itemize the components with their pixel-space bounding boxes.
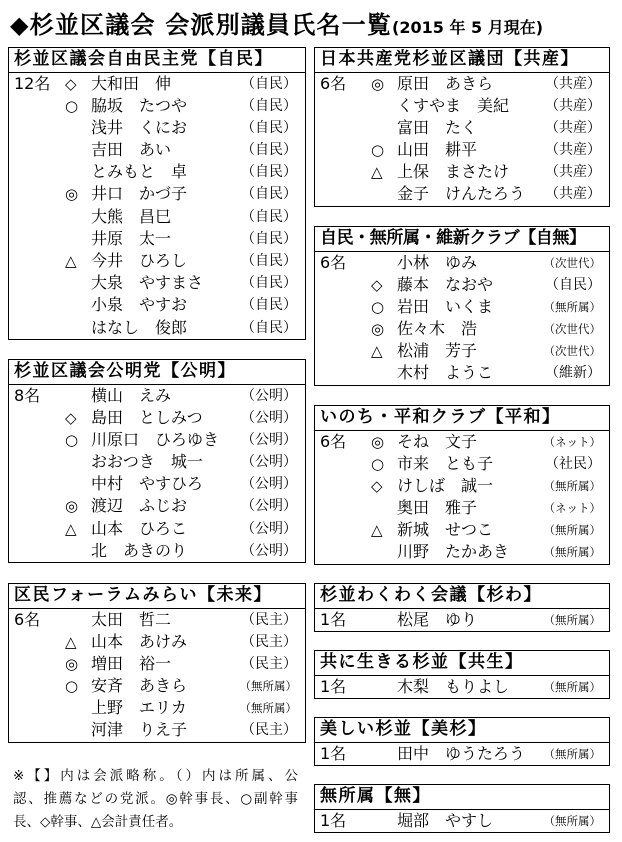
- member-party: （共産）: [545, 75, 601, 92]
- member-row: [9, 609, 305, 631]
- member-name: 小林 ゆみ: [397, 252, 478, 272]
- faction-header: 杉並区議会自由民主党【自民】: [9, 48, 305, 73]
- member-name: 上保 まさたけ: [397, 162, 510, 182]
- member-party: （次世代）: [543, 255, 601, 270]
- member-name: 中村 やすひろ: [91, 474, 204, 494]
- member-name: 山本 ひろこ: [91, 518, 188, 538]
- as-of-date: (2015 年 5 月現在): [392, 18, 544, 37]
- member-count: 6名: [320, 252, 347, 272]
- member-name: 金子 けんたろう: [397, 184, 526, 204]
- role-mark: △: [65, 519, 77, 538]
- member-name: 新城 せつこ: [397, 520, 494, 540]
- member-party: （共産）: [545, 142, 601, 159]
- member-name: 川野 たかあき: [397, 542, 510, 562]
- member-party: （無所属）: [543, 478, 601, 493]
- role-mark: ◇: [65, 74, 77, 93]
- role-mark: ◎: [371, 74, 385, 93]
- member-party: （公明）: [241, 431, 297, 448]
- faction-box: [314, 583, 610, 632]
- role-mark: △: [65, 252, 77, 270]
- member-party: （自民）: [545, 276, 601, 293]
- role-mark: ◎: [65, 185, 79, 204]
- faction-box: [8, 359, 306, 563]
- member-name: 横山 えみ: [91, 385, 172, 405]
- member-party: （自民）: [241, 253, 297, 269]
- member-name: 今井 ひろし: [91, 251, 188, 270]
- member-row: [315, 609, 609, 631]
- member-party: （共産）: [545, 164, 601, 181]
- member-party: （ネット）: [543, 501, 601, 516]
- member-name: くすやま 美紀: [397, 95, 510, 115]
- faction-box: [314, 650, 610, 699]
- member-count: 6名: [14, 609, 41, 629]
- role-mark: △: [371, 163, 383, 182]
- member-party: （自民）: [241, 142, 297, 159]
- footnote-line: 認、推薦などの党派。◎幹事長、○副幹事: [13, 791, 298, 807]
- role-mark: ◎: [65, 654, 79, 673]
- member-name: 増田 裕一: [91, 653, 172, 673]
- member-party: （自民）: [241, 119, 297, 136]
- member-party: （自民）: [241, 164, 297, 181]
- member-row: [315, 252, 609, 274]
- member-party: （無所属）: [239, 701, 297, 716]
- member-row: [9, 719, 305, 741]
- member-party: （公明）: [241, 454, 297, 471]
- member-name: 佐々木 浩: [397, 319, 478, 339]
- member-count: 12名: [14, 73, 51, 93]
- member-row: [9, 407, 305, 429]
- member-party: （民主）: [241, 633, 297, 650]
- member-name: 山田 耕平: [397, 140, 478, 160]
- role-mark: ◎: [371, 432, 385, 451]
- member-row: [9, 228, 305, 250]
- member-row: [9, 317, 305, 339]
- member-row: [315, 318, 609, 340]
- member-party: （無所属）: [543, 545, 601, 560]
- role-mark: ○: [65, 96, 79, 115]
- member-row: [9, 161, 305, 183]
- role-mark: ○: [371, 454, 385, 473]
- member-party: （共産）: [545, 119, 601, 136]
- member-party: （自民）: [241, 275, 297, 292]
- member-row: [315, 340, 609, 362]
- member-party: （次世代）: [543, 322, 601, 337]
- member-row: [9, 653, 305, 675]
- member-name: 富田 たく: [397, 117, 478, 137]
- footnote: [13, 765, 298, 834]
- member-row: [9, 540, 305, 562]
- footnote-line: ※【】内は会派略称。（）内は所属、公: [13, 768, 298, 784]
- member-party: （公明）: [241, 476, 297, 493]
- page-title-main: ◆杉並区議会 会派別議員氏名一覧: [10, 11, 393, 39]
- member-party: （自民）: [241, 230, 297, 247]
- role-mark: △: [371, 521, 383, 540]
- member-party: （自民）: [241, 186, 297, 203]
- role-mark: ○: [371, 297, 385, 316]
- member-name: 北 あきのり: [91, 540, 188, 560]
- faction-header: 日本共産党杉並区議団【共産】: [315, 48, 609, 73]
- member-name: おおつき 城一: [91, 452, 203, 472]
- faction-box: [314, 226, 610, 386]
- member-row: [9, 495, 305, 517]
- member-row: [9, 183, 305, 205]
- member-party: （ネット）: [543, 434, 601, 449]
- member-name: はなし 俊郎: [91, 317, 188, 337]
- member-name: 市来 とも子: [397, 453, 494, 473]
- member-party: （無所属）: [543, 523, 601, 538]
- member-count: 1名: [320, 743, 347, 763]
- member-row: [315, 95, 609, 117]
- faction-box: [314, 784, 610, 833]
- role-mark: ○: [371, 141, 385, 160]
- member-row: [315, 453, 609, 475]
- member-name: 田中 ゆうたろう: [397, 743, 526, 763]
- member-party: （自民）: [241, 75, 297, 92]
- faction-box: [314, 405, 610, 565]
- member-row: [9, 250, 305, 272]
- member-row: [315, 362, 609, 384]
- member-row: [315, 475, 609, 497]
- member-name: 大熊 昌巳: [91, 206, 172, 226]
- member-name: 山本 あけみ: [91, 631, 188, 651]
- member-name: 岩田 いくま: [397, 296, 494, 316]
- role-mark: ◎: [371, 320, 385, 339]
- member-party: （無所属）: [543, 679, 601, 694]
- faction-header: 自民・無所属・維新クラブ【自無】: [315, 227, 609, 252]
- member-count: 6名: [320, 431, 347, 451]
- role-mark: ○: [65, 430, 79, 449]
- member-name: 大和田 伸: [91, 73, 172, 93]
- faction-header: 区民フォーラムみらい【未来】: [9, 584, 305, 609]
- member-name: そね 文子: [397, 431, 478, 451]
- member-row: [9, 385, 305, 407]
- member-name: 脇坂 たつや: [91, 95, 188, 115]
- member-row: [315, 810, 609, 832]
- member-row: [315, 743, 609, 765]
- footnote-line: 長、◇幹事、△会計責任者。: [13, 814, 183, 830]
- member-count: 1名: [320, 810, 347, 830]
- page-title: [10, 9, 543, 41]
- member-party: （自民）: [241, 208, 297, 225]
- member-party: （無所属）: [543, 746, 601, 761]
- member-row: [315, 117, 609, 139]
- member-name: 井原 太一: [91, 228, 172, 248]
- member-party: （維新）: [545, 365, 601, 382]
- member-row: [315, 183, 609, 205]
- member-row: [9, 206, 305, 228]
- member-name: 木梨 もりよし: [397, 676, 510, 696]
- member-party: （無所属）: [543, 299, 601, 314]
- member-name: 太田 哲二: [91, 609, 172, 629]
- role-mark: ◎: [65, 497, 79, 516]
- member-name: 松尾 ゆり: [397, 609, 478, 629]
- faction-header: いのち・平和クラブ【平和】: [315, 406, 609, 431]
- member-name: 松浦 芳子: [397, 341, 478, 361]
- member-party: （公明）: [241, 498, 297, 515]
- member-name: 島田 としみつ: [91, 407, 203, 427]
- member-party: （無所属）: [543, 612, 601, 627]
- member-name: けしば 誠一: [397, 475, 494, 495]
- role-mark: △: [371, 342, 383, 361]
- member-name: 河津 りえ子: [91, 720, 188, 740]
- member-row: [9, 272, 305, 294]
- member-name: 堀部 やすし: [397, 810, 494, 830]
- role-mark: ◇: [371, 476, 383, 495]
- member-row: [315, 497, 609, 519]
- member-row: [315, 519, 609, 541]
- role-mark: ◇: [371, 275, 383, 294]
- member-party: （共産）: [545, 97, 601, 114]
- member-party: （民主）: [241, 655, 297, 672]
- member-party: （共産）: [545, 186, 601, 203]
- member-name: 奥田 雅子: [397, 498, 478, 518]
- member-party: （自民）: [241, 319, 297, 336]
- faction-header: 無所属【無】: [315, 785, 609, 810]
- member-row: [9, 631, 305, 653]
- member-name: 井口 かづ子: [91, 184, 188, 204]
- member-party: （次世代）: [543, 344, 601, 359]
- member-row: [315, 676, 609, 698]
- member-count: 6名: [320, 73, 347, 93]
- member-row: [9, 473, 305, 495]
- member-count: 1名: [320, 609, 347, 629]
- member-name: 小泉 やすお: [91, 295, 188, 315]
- member-row: [315, 296, 609, 318]
- member-row: [315, 139, 609, 161]
- member-row: [9, 117, 305, 139]
- member-party: （自民）: [241, 97, 297, 114]
- member-name: 吉田 あい: [91, 140, 172, 160]
- member-row: [315, 73, 609, 95]
- member-row: [9, 675, 305, 697]
- member-row: [9, 139, 305, 161]
- member-name: 原田 あきら: [397, 73, 494, 93]
- member-name: 渡辺 ふじお: [91, 496, 188, 516]
- member-party: （公明）: [241, 409, 297, 426]
- member-party: （無所属）: [543, 813, 601, 828]
- member-name: 藤本 なおや: [397, 274, 494, 294]
- member-party: （公明）: [241, 520, 297, 537]
- member-row: [9, 429, 305, 451]
- member-name: 浅井 くにお: [91, 117, 188, 137]
- member-count: 8名: [14, 385, 41, 405]
- member-row: [9, 95, 305, 117]
- faction-header: 美しい杉並【美杉】: [315, 718, 609, 743]
- member-row: [9, 294, 305, 316]
- member-row: [315, 274, 609, 296]
- faction-header: 杉並わくわく会議【杉わ】: [315, 584, 609, 609]
- member-row: [9, 518, 305, 540]
- member-party: （公明）: [241, 542, 297, 559]
- faction-header: 共に生きる杉並【共生】: [315, 651, 609, 676]
- member-party: （民主）: [241, 722, 297, 739]
- member-count: 1名: [320, 676, 347, 696]
- faction-header: 杉並区議会公明党【公明】: [9, 360, 305, 385]
- member-row: [9, 451, 305, 473]
- member-row: [315, 431, 609, 453]
- faction-box: [314, 47, 610, 207]
- member-party: （自民）: [241, 297, 297, 314]
- member-party: （無所属）: [239, 679, 297, 694]
- faction-box: [8, 583, 306, 743]
- member-name: 上野 エリカ: [91, 698, 187, 718]
- role-mark: △: [65, 632, 77, 651]
- member-row: [9, 73, 305, 95]
- member-party: （民主）: [241, 611, 297, 628]
- member-name: 川原口 ひろゆき: [91, 429, 220, 449]
- member-name: 木村 ようこ: [397, 363, 494, 383]
- member-party: （社民）: [545, 455, 601, 472]
- member-name: 安斉 あきら: [91, 676, 188, 696]
- member-name: 大泉 やすまさ: [91, 273, 204, 293]
- role-mark: ◇: [65, 408, 77, 427]
- member-row: [9, 697, 305, 719]
- member-name: とみもと 卓: [91, 162, 188, 182]
- member-party: （公明）: [241, 387, 297, 404]
- role-mark: ○: [65, 677, 79, 696]
- member-row: [315, 541, 609, 563]
- faction-box: [314, 717, 610, 766]
- faction-box: [8, 47, 306, 340]
- member-row: [315, 161, 609, 183]
